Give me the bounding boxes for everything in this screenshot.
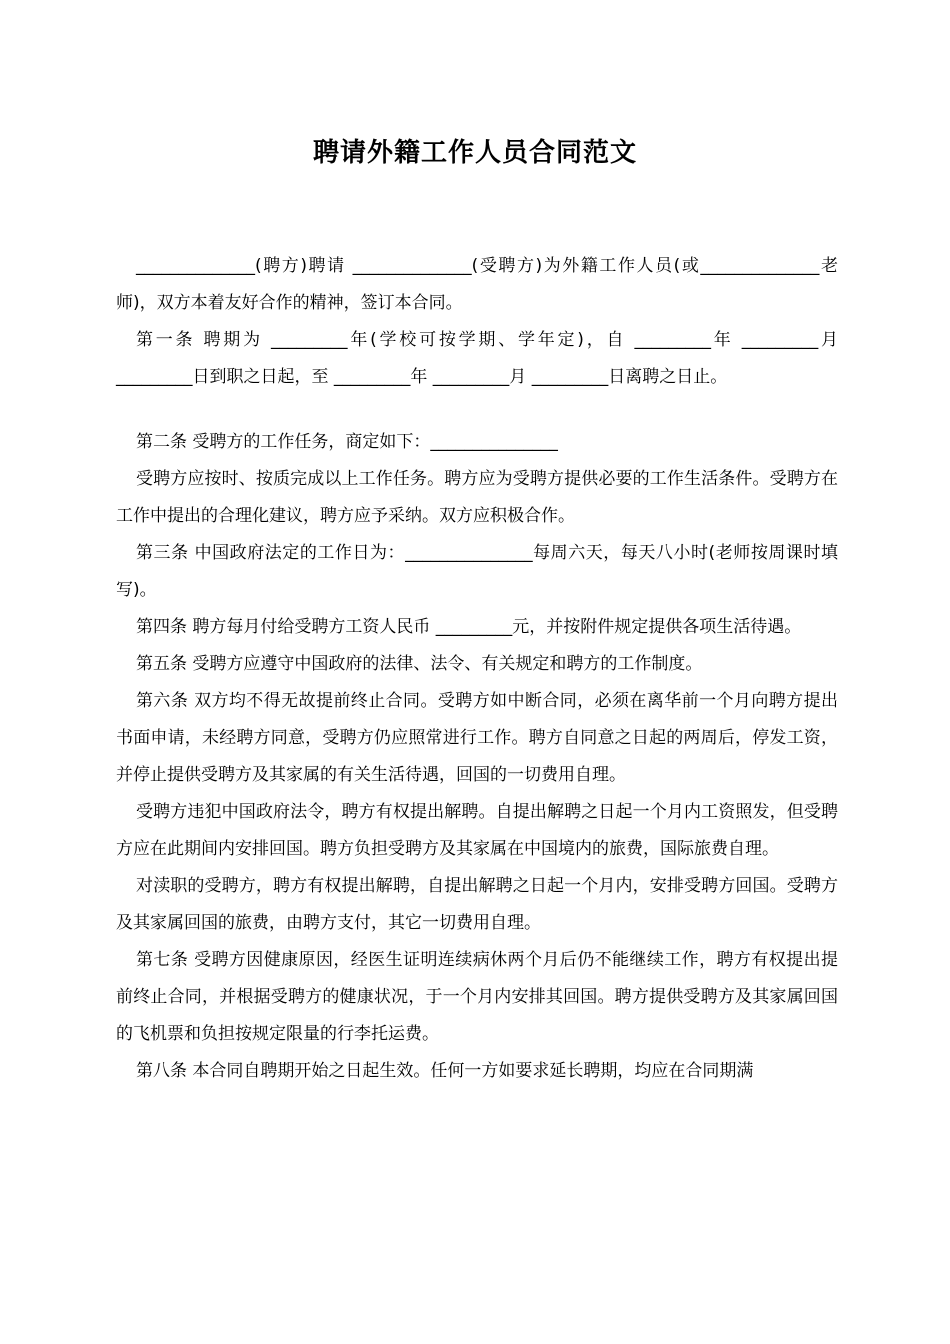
article-2-detail-paragraph: 受聘方应按时、按质完成以上工作任务。聘方应为受聘方提供必要的工作生活条件。受聘方在工作中提出的合理化建议，聘方应予采纳。双方应积极合作。 — [116, 469, 838, 526]
article-5-paragraph: 第五条 受聘方应遵守中国政府的法律、法令、有关规定和聘方的工作制度。 — [136, 654, 703, 674]
document-body — [116, 248, 838, 1090]
preamble-paragraph: ______________(聘方)聘请 ______________(受聘方)为外籍工作人员(或______________老师)，双方本着友好合作的精神，签订本合同。 — [116, 256, 838, 313]
article-6-paragraph: 第六条 双方均不得无故提前终止合同。受聘方如中断合同，必须在离华前一个月向聘方提出书面申请，未经聘方同意，受聘方仍应照常进行工作。聘方自同意之日起的两周后，停发工资，并停止提供受聘方及其家属的有关生活待遇，回国的一切费用自理。 — [116, 691, 838, 785]
article-6-dereliction-paragraph: 对渎职的受聘方，聘方有权提出解聘，自提出解聘之日起一个月内，安排受聘方回国。受聘方及其家属回国的旅费，由聘方支付，其它一切费用自理。 — [116, 876, 838, 933]
article-1-paragraph: 第一条 聘期为 _________年(学校可按学期、学年定)，自 _________年 _________月 _________日到职之日起，至 _________年 _________月 _________日离聘之日止。 — [116, 330, 838, 387]
article-3-paragraph: 第三条 中国政府法定的工作日为：_______________每周六天，每天八小时(老师按周课时填写)。 — [116, 543, 838, 600]
article-6-violation-paragraph: 受聘方违犯中国政府法令，聘方有权提出解聘。自提出解聘之日起一个月内工资照发，但受聘方应在此期间内安排回国。聘方负担受聘方及其家属在中国境内的旅费，国际旅费自理。 — [116, 802, 838, 859]
article-8-paragraph: 第八条 本合同自聘期开始之日起生效。任何一方如要求延长聘期，均应在合同期满 — [136, 1061, 754, 1081]
article-7-paragraph: 第七条 受聘方因健康原因，经医生证明连续病休两个月后仍不能继续工作，聘方有权提出提前终止合同，并根据受聘方的健康状况，于一个月内安排其回国。聘方提供受聘方及其家属回国的飞机票和负担按规定限量的行李托运费。 — [116, 950, 838, 1044]
article-4-paragraph: 第四条 聘方每月付给受聘方工资人民币 _________元，并按附件规定提供各项生活待遇。 — [136, 617, 802, 637]
article-2-paragraph: 第二条 受聘方的工作任务，商定如下：_______________ — [136, 432, 558, 452]
document-title: 聘请外籍工作人员合同范文 — [312, 138, 637, 168]
